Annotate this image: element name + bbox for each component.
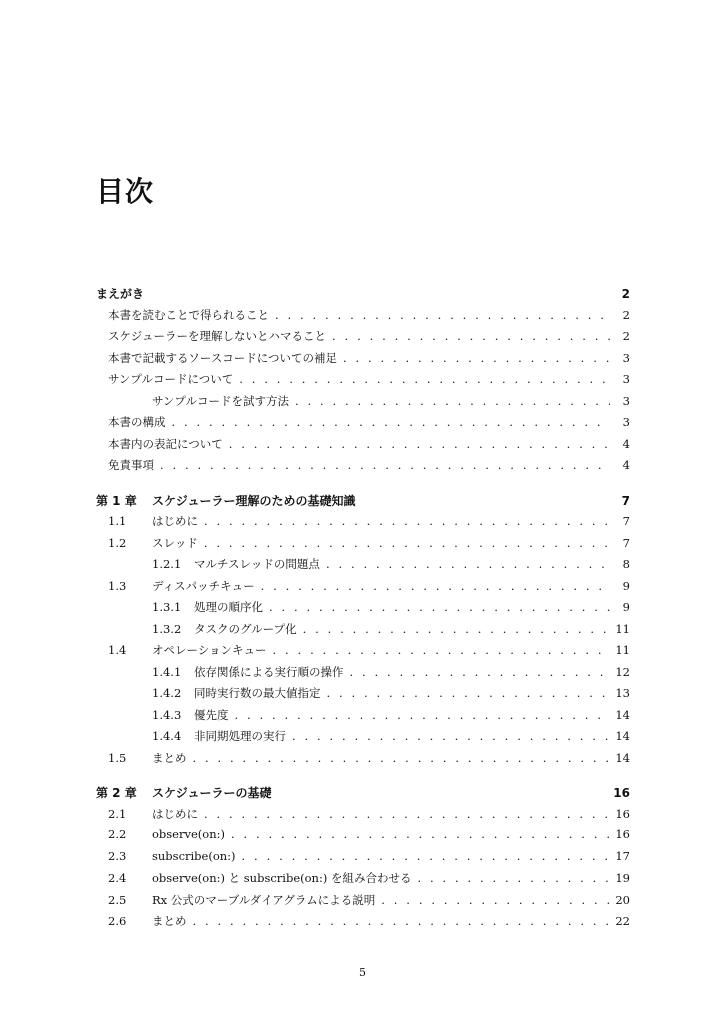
toc-leader-dots [160, 458, 610, 472]
toc-entry[interactable] [96, 621, 630, 643]
toc-entry[interactable] [96, 870, 630, 892]
toc-leader-dots [172, 415, 611, 429]
toc-entry[interactable] [96, 892, 630, 914]
toc-entry[interactable] [96, 371, 630, 393]
toc-entry[interactable] [96, 436, 630, 458]
toc-leader-dots [350, 665, 610, 679]
toc-entry-page: 3 [622, 415, 630, 429]
toc-entry-label: observe(on:) [152, 827, 225, 841]
toc-entry[interactable] [96, 664, 630, 686]
toc-leader-dots [269, 600, 610, 614]
toc-leader-dots [204, 807, 609, 821]
table-of-contents [96, 285, 630, 935]
toc-entry-page: 17 [615, 848, 630, 863]
toc-entry-page: 16 [615, 827, 630, 841]
page-number: 5 [359, 966, 366, 979]
toc-leader-dots [229, 437, 610, 451]
toc-entry-page: 11 [615, 643, 630, 657]
toc-entry[interactable] [96, 414, 630, 436]
toc-entry-number: 1.2.1 [152, 557, 182, 571]
toc-entry-page: 4 [622, 436, 630, 451]
toc-entry-page: 16 [615, 806, 630, 821]
toc-entry[interactable] [96, 513, 630, 535]
toc-entry[interactable] [96, 913, 630, 935]
toc-entry-number: 2.3 [108, 848, 127, 863]
toc-leader-dots [332, 329, 610, 343]
toc-entry-label: subscribe(on:) [152, 848, 236, 863]
toc-entry-number: 1.3.2 [152, 621, 182, 636]
toc-entry-label: Rx 公式のマーブルダイアグラムによる説明 [152, 892, 376, 907]
toc-entry-number: 1.4.1 [152, 664, 182, 679]
toc-entry-page: 3 [622, 393, 630, 408]
toc-leader-dots [292, 729, 609, 743]
toc-entry-page: 7 [622, 514, 630, 528]
toc-entry-page: 19 [615, 871, 630, 885]
toc-entry-number: 1.4.4 [152, 729, 182, 743]
toc-entry-label: 同時実行数の最大値指定 [194, 686, 321, 700]
toc-leader-dots [239, 372, 610, 386]
toc-entry-label: はじめに [152, 806, 198, 821]
toc-entry[interactable] [96, 849, 630, 871]
toc-chapter-entry[interactable] [96, 492, 630, 514]
toc-entry-label: サンプルコードについて [108, 372, 234, 386]
toc-entry[interactable] [96, 307, 630, 329]
toc-entry-page: 14 [615, 750, 630, 765]
toc-entry-number: 2.2 [108, 827, 127, 841]
toc-entry-page: 14 [615, 729, 630, 743]
toc-entry-label: 本書の構成 [108, 415, 166, 429]
toc-entry[interactable] [96, 457, 630, 479]
toc-entry[interactable] [96, 328, 630, 350]
toc-entry[interactable] [96, 827, 630, 849]
toc-entry-page: 8 [622, 557, 630, 571]
toc-entry-label: ディスパッチキュー [152, 578, 255, 593]
toc-entry[interactable] [96, 599, 630, 621]
toc-entry-label: 本書で記載するソースコードについての補足 [108, 350, 337, 365]
toc-entry-page: 2 [621, 287, 630, 301]
toc-entry-label: まえがき [96, 287, 145, 301]
toc-entry[interactable] [96, 728, 630, 750]
toc-leader-dots [261, 579, 610, 593]
toc-leader-dots [327, 686, 610, 700]
toc-entry-label: 本書を読むことで得られること [108, 307, 269, 322]
toc-entry-number: 2.6 [108, 914, 127, 928]
toc-entry[interactable] [96, 535, 630, 557]
toc-entry-page: 3 [622, 350, 630, 365]
toc-entry-number: 1.2 [108, 535, 127, 550]
toc-leader-dots [303, 622, 610, 636]
toc-leader-dots [295, 394, 610, 408]
toc-entry-label: はじめに [152, 514, 198, 528]
toc-entry-page: 7 [621, 493, 630, 508]
toc-entry-page: 9 [622, 578, 630, 593]
toc-leader-dots [204, 536, 610, 550]
toc-leader-dots [273, 643, 610, 657]
toc-entry-label: まとめ [152, 914, 187, 928]
toc-entry-label: タスクのグループ化 [194, 621, 297, 636]
toc-leader-dots [193, 914, 610, 928]
toc-entry-page: 20 [615, 892, 630, 907]
toc-chapter-entry[interactable] [96, 784, 630, 806]
toc-entry-number: 2.1 [108, 806, 127, 821]
page-title: 目次 [96, 175, 155, 208]
toc-entry-label: 優先度 [194, 707, 229, 722]
toc-entry-page: 12 [615, 664, 630, 679]
toc-entry-label: オペレーションキュー [152, 643, 267, 657]
toc-entry-number: 2.4 [108, 871, 127, 885]
toc-entry-page: 7 [622, 535, 630, 550]
toc-entry-page: 2 [622, 329, 630, 343]
toc-entry-number: 第 1 章 [96, 493, 137, 508]
toc-entry-label: スケジューラーを理解しないとハマること [108, 329, 327, 343]
toc-entry[interactable] [96, 707, 630, 729]
toc-entry-page: 11 [615, 621, 630, 636]
toc-entry[interactable] [96, 393, 630, 415]
toc-entry-number: 1.4.2 [152, 686, 182, 700]
toc-entry-number: 1.4.3 [152, 707, 182, 722]
toc-entry-page: 3 [622, 372, 630, 386]
toc-leader-dots [193, 751, 610, 765]
toc-entry[interactable] [96, 806, 630, 828]
toc-entry-label: 免責事項 [108, 458, 154, 472]
toc-entry-label: 処理の順序化 [194, 600, 263, 614]
toc-entry[interactable] [96, 750, 630, 772]
toc-entry[interactable] [96, 578, 630, 600]
toc-entry-number: 1.1 [108, 514, 127, 528]
toc-entry-page: 13 [615, 686, 630, 700]
toc-entry-number: 1.5 [108, 750, 127, 765]
toc-leader-dots [242, 849, 610, 863]
toc-entry-label: 依存関係による実行順の操作 [194, 664, 344, 679]
toc-leader-dots [235, 708, 610, 722]
toc-entry-label: マルチスレッドの問題点 [194, 557, 320, 571]
toc-entry[interactable] [96, 685, 630, 707]
toc-entry-page: 2 [622, 307, 630, 322]
toc-leader-dots [204, 514, 610, 528]
toc-chapter-entry[interactable] [96, 285, 630, 307]
toc-leader-dots [343, 351, 610, 365]
toc-entry-label: スケジューラー理解のための基礎知識 [152, 493, 356, 508]
toc-entry[interactable] [96, 350, 630, 372]
toc-entry-label: 本書内の表記について [108, 436, 223, 451]
toc-entry-label: 非同期処理の実行 [194, 729, 286, 743]
toc-entry-label: スケジューラーの基礎 [152, 786, 272, 800]
toc-leader-dots [275, 308, 610, 322]
toc-entry[interactable] [96, 556, 630, 578]
toc-leader-dots [417, 871, 609, 885]
toc-leader-dots [231, 827, 609, 841]
toc-entry-page: 16 [613, 786, 630, 800]
toc-entry-number: 1.3.1 [152, 600, 182, 614]
toc-entry-label: observe(on:) と subscribe(on:) を組み合わせる [152, 871, 412, 885]
toc-entry-page: 22 [615, 914, 630, 928]
toc-entry-page: 4 [622, 458, 630, 472]
toc-entry-page: 14 [615, 707, 630, 722]
toc-entry-number: 1.3 [108, 578, 127, 593]
toc-entry-page: 9 [622, 600, 630, 614]
toc-entry-label: サンプルコードを試す方法 [152, 393, 289, 408]
toc-entry-label: まとめ [152, 750, 187, 765]
toc-entry-number: 第 2 章 [96, 786, 137, 800]
toc-leader-dots [381, 893, 609, 907]
toc-entry-number: 1.4 [108, 643, 127, 657]
toc-entry-label: スレッド [152, 535, 198, 550]
toc-entry-number: 2.5 [108, 892, 127, 907]
toc-leader-dots [326, 557, 610, 571]
toc-entry[interactable] [96, 642, 630, 664]
